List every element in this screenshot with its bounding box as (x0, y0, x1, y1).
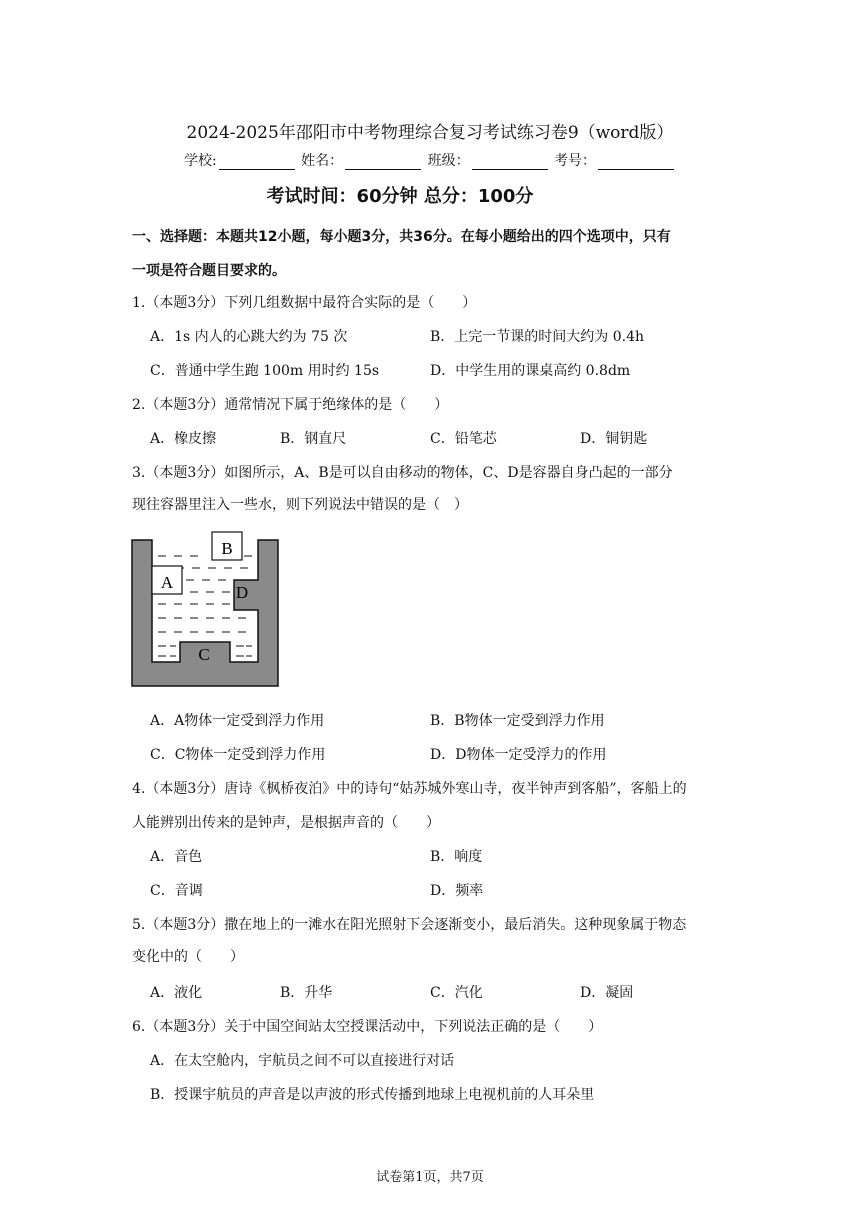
name-label: 姓名： (301, 153, 344, 169)
q2-option-d: D．铜钥匙 (580, 431, 648, 447)
page-footer: 试卷第1页，共7页 (376, 1170, 484, 1185)
q5-option-d: D．凝固 (580, 985, 634, 1001)
label-c: C (198, 645, 210, 664)
q3-option-b: B．B物体一定受到浮力作用 (430, 713, 605, 729)
question-6-stem: 6.（本题3分）关于中国空间站太空授课活动中，下列说法正确的是（ ） (132, 1019, 603, 1035)
q4-option-a: A．音色 (150, 849, 203, 865)
label-a: A (160, 573, 174, 592)
page-title: 2024-2025年邵阳市中考物理综合复习考试练习卷9（word版） (186, 123, 674, 143)
q6-option-b: B．授课宇航员的声音是以声波的形式传播到地球上电视机前的人耳朵里 (150, 1087, 595, 1103)
q1-option-c: C．普通中学生跑 100m 用时约 15s (150, 363, 380, 379)
question-2-stem: 2.（本题3分）通常情况下属于绝缘体的是（ ） (132, 397, 449, 413)
question-5-stem-line1: 5.（本题3分）撒在地上的一滩水在阳光照射下会逐渐变小，最后消失。这种现象属于物态 (132, 917, 687, 933)
q1-option-d: D．中学生用的课桌高约 0.8dm (430, 363, 631, 379)
question-1-stem: 1.（本题3分）下列几组数据中最符合实际的是（ ） (132, 295, 477, 311)
id-label: 考号： (554, 153, 597, 169)
section-heading-line1: 一、选择题：本题共12小题，每小题3分，共36分。在每小题给出的四个选项中，只有 (132, 229, 671, 245)
q4-option-b: B．响度 (430, 849, 483, 865)
question-4-stem-line2: 人能辨别出传来的是钟声，是根据声音的（ ） (132, 815, 440, 831)
class-blank (472, 155, 548, 170)
q3-option-d: D．D物体一定受浮力的作用 (430, 747, 607, 763)
student-info-line (0, 150, 860, 170)
q3-option-c: C．C物体一定受到浮力作用 (150, 747, 326, 763)
q6-option-a: A．在太空舱内，宇航员之间不可以直接进行对话 (150, 1053, 455, 1069)
id-blank (598, 155, 674, 170)
q4-option-d: D．频率 (430, 883, 484, 899)
q1-option-b: B．上完一节课的时间大约为 0.4h (430, 329, 645, 345)
q5-option-b: B．升华 (280, 985, 333, 1001)
q2-option-c: C．铅笔芯 (430, 431, 497, 447)
section-heading-line2: 一项是符合题目要求的。 (132, 263, 286, 279)
label-b: B (221, 539, 233, 558)
school-label: 学校: (183, 153, 217, 169)
school-blank (219, 155, 295, 170)
q3-option-a: A．A物体一定受到浮力作用 (150, 713, 325, 729)
question-3-stem-line2: 现往容器里注入一些水，则下列说法中错误的是（ ） (132, 497, 468, 513)
question-5-stem-line2: 变化中的（ ） (132, 949, 244, 965)
q5-option-a: A．液化 (150, 985, 203, 1001)
q1-option-a: A．1s 内人的心跳大约为 75 次 (150, 329, 348, 345)
label-d: D (235, 583, 249, 602)
q4-option-c: C．音调 (150, 883, 203, 899)
question-4-stem-line1: 4.（本题3分）唐诗《枫桥夜泊》中的诗句“姑苏城外寒山寺，夜半钟声到客船”，客船上的 (132, 781, 687, 797)
q2-option-a: A．橡皮擦 (150, 431, 217, 447)
container-figure (130, 528, 282, 690)
exam-info: 考试时间：60分钟 总分：100分 (266, 186, 534, 207)
name-blank (345, 155, 421, 170)
q5-option-c: C．汽化 (430, 985, 483, 1001)
container-body (132, 540, 278, 686)
q2-option-b: B．钢直尺 (280, 431, 347, 447)
class-label: 班级： (427, 153, 470, 169)
question-3-stem-line1: 3.（本题3分）如图所示，A、B是可以自由移动的物体，C、D是容器自身凸起的一部分 (132, 465, 673, 481)
